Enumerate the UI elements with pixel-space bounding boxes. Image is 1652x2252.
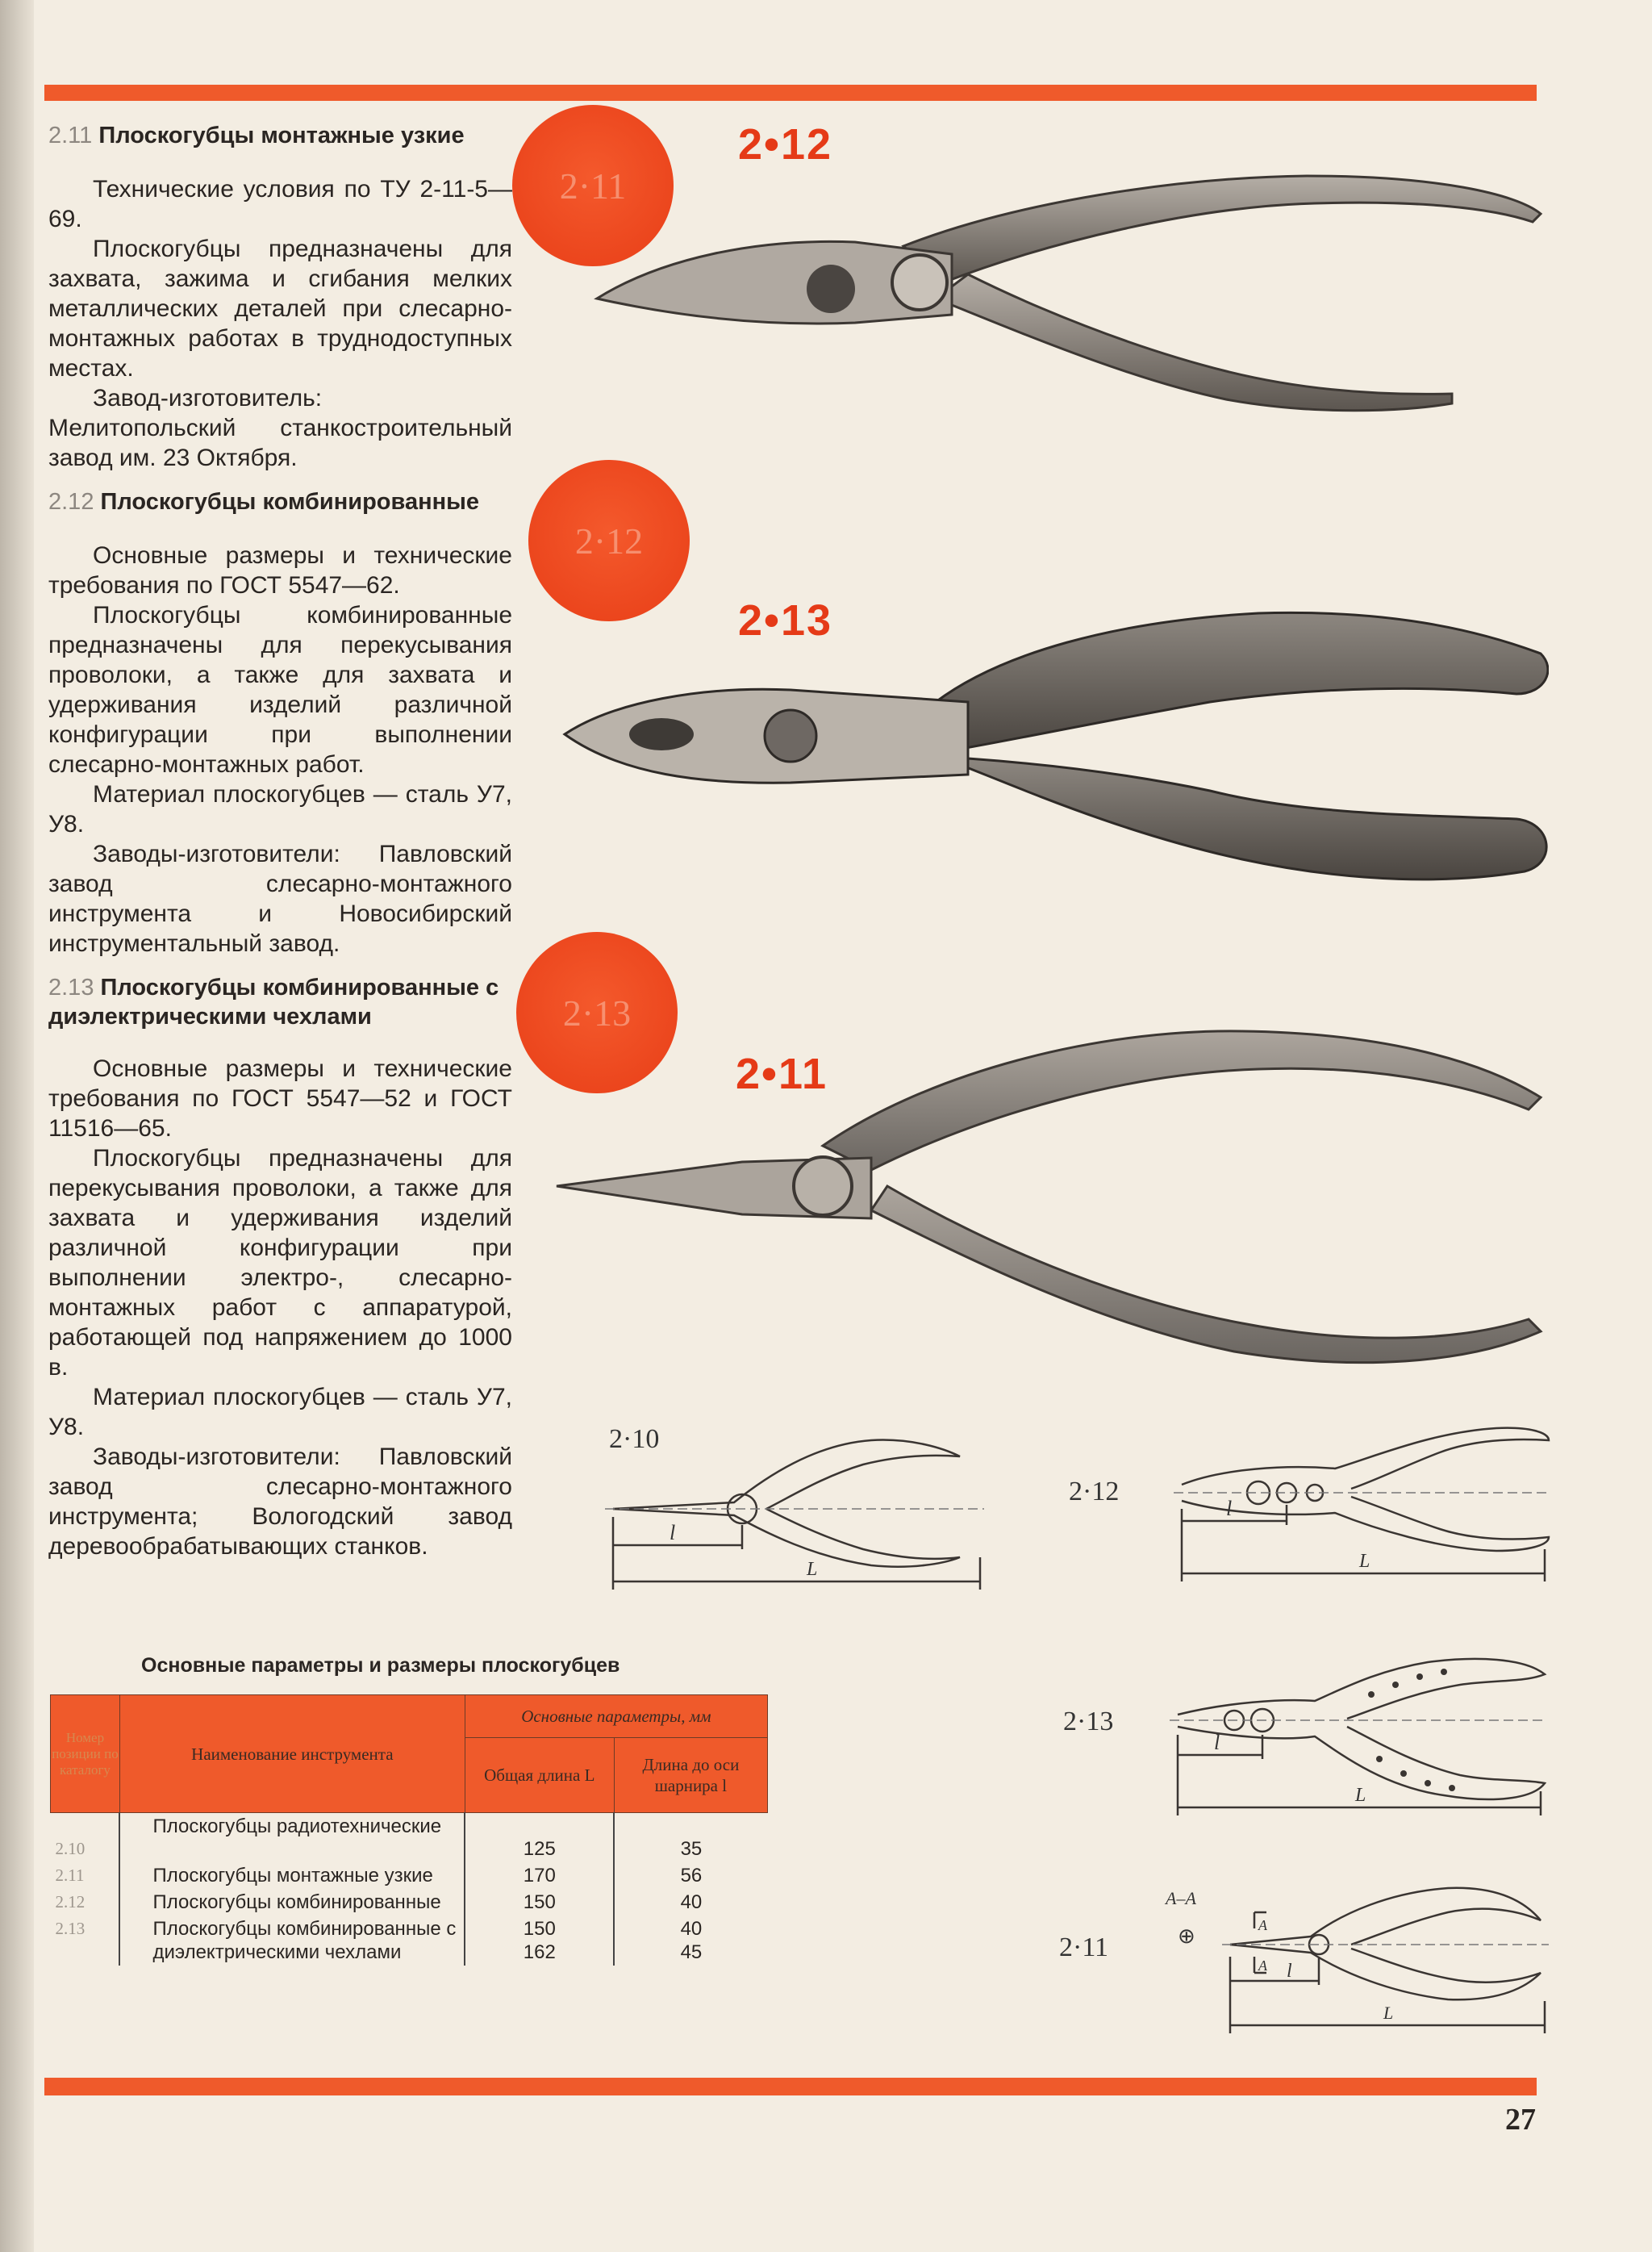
section-paragraph: Материал плоскогубцев — сталь У7, У8. [48, 1384, 512, 1440]
drawing-label-211: 2·11 [1059, 1932, 1109, 1962]
section-title: Плоскогубцы монтажные узкие [98, 123, 465, 148]
table-title: Основные параметры и размеры плоскогубцев [141, 1654, 620, 1677]
section-paragraph: Плоскогубцы комбинированные предназначены для перекусывания проволоки, а также для захвата и удерживания изделий различной конфигурации при выполнении слесарно-монтажных работ. [48, 602, 512, 778]
pliers-photo-213 [549, 597, 1549, 904]
section-heading-213 [48, 973, 512, 1031]
cell-L: 150 162 [465, 1916, 614, 1966]
badge-text: 2·11 [559, 165, 627, 207]
drawing-211 [1222, 1880, 1553, 2041]
page-number: 27 [1505, 2103, 1536, 2137]
dim-L: L [1355, 1785, 1366, 1806]
lower-handle [936, 274, 1452, 411]
section-title: Плоскогубцы комбинированные [100, 489, 480, 515]
section-mark: A–A [1166, 1888, 1196, 1908]
section-heading-211 [48, 121, 512, 150]
header-name: Наименование инструмента [119, 1695, 465, 1813]
section-paragraph: Завод-изготовитель: Мелитопольский станкостроительный завод им. 23 Октября. [48, 385, 512, 471]
section-letter-upper: A [1258, 1917, 1267, 1933]
outline-upper [613, 1440, 960, 1509]
drawing-label-212: 2·12 [1069, 1477, 1120, 1506]
table-body [51, 1813, 768, 1966]
bottom-rule [44, 2078, 1537, 2095]
table-row [51, 1862, 768, 1889]
dim-l: l [670, 1521, 676, 1544]
cell-num: 2.10 [55, 1839, 86, 1858]
lower-handle [871, 1186, 1541, 1363]
dimension-lines [613, 1517, 980, 1590]
dim-L: L [1359, 1551, 1370, 1572]
grip-dot [1416, 1673, 1423, 1680]
outline-lower [1182, 1497, 1549, 1551]
header-axis-length: Длина до оси шарнира l [614, 1738, 767, 1813]
pivot [892, 255, 947, 310]
table-row [51, 1916, 768, 1966]
section-title: Плоскогубцы комбинированные с диэлектрическими чехлами [48, 975, 499, 1030]
upper-handle [936, 612, 1548, 750]
grip-dot [1441, 1669, 1447, 1675]
section-letter-lower: A [1258, 1957, 1267, 1974]
parameters-table [50, 1694, 768, 1966]
cell-name: Плоскогубцы комбинированные с диэлектрическими чехлами [119, 1916, 465, 1966]
grip-dot [1400, 1770, 1407, 1777]
section-paragraph: Плоскогубцы предназначены для перекусывания проволоки, а также для захвата и удерживания изделий различной конфигурации при выполнении электро-, слесарно-монтажных работ с аппаратурой, работающей под напряжением до 1000 в. [48, 1145, 512, 1381]
lower-handle [944, 758, 1546, 879]
drawing-label-210: 2·10 [609, 1424, 660, 1454]
grip-dot [1449, 1785, 1455, 1791]
section-paragraph: Основные размеры и технические требования по ГОСТ 5547—62. [48, 542, 512, 599]
grip-dot [1376, 1756, 1383, 1762]
dim-L: L [1383, 2003, 1394, 2023]
binding-shadow [0, 0, 34, 2252]
cell-l: 56 [614, 1862, 767, 1889]
text-column [48, 121, 512, 1561]
header-group: Основные параметры, мм [465, 1695, 767, 1738]
header-number: Номер позиции по каталогу [51, 1695, 120, 1813]
photo-label-213: 2•13 [738, 596, 833, 645]
grip-dots [1368, 1669, 1455, 1791]
drawing-213 [1170, 1646, 1549, 1832]
cell-L: 125 [465, 1813, 614, 1863]
drawing-212 [1174, 1420, 1553, 1598]
upper-handle [823, 1031, 1541, 1170]
cell-L: 150 [465, 1889, 614, 1916]
drawing-210 [605, 1428, 992, 1606]
header-total-length: Общая длина L [465, 1738, 614, 1813]
cell-L: 170 [465, 1862, 614, 1889]
table-row [51, 1813, 768, 1863]
table-row [51, 1889, 768, 1916]
cell-name: Плоскогубцы комбинированные [119, 1889, 465, 1916]
outline-lower [1230, 1945, 1541, 1999]
pivot [794, 1157, 852, 1215]
grip-dot [1425, 1780, 1431, 1786]
section-paragraph: Основные размеры и технические требования по ГОСТ 5547—52 и ГОСТ 11516—65. [48, 1055, 512, 1142]
photo-label-211: 2•11 [736, 1050, 828, 1098]
section-number: 2.11 [48, 123, 93, 148]
outline-upper [1182, 1428, 1549, 1489]
dim-l: l [1214, 1731, 1220, 1754]
section-paragraph: Заводы-изготовители: Павловский завод слесарно-монтажного инструмента; Вологодский завод деревообрабатывающих станков. [48, 1444, 512, 1560]
cell-l: 40 [614, 1889, 767, 1916]
cell-name: Плоскогубцы радиотехнические [119, 1813, 465, 1863]
section-paragraph: Заводы-изготовители: Павловский завод слесарно-монтажного инструмента и Новосибирский инструментальный завод. [48, 841, 512, 957]
grip-dot [1368, 1691, 1375, 1698]
top-rule [44, 85, 1537, 101]
pivot [765, 710, 816, 762]
jaw-notch [629, 718, 694, 750]
section-symbol: ⊕ [1178, 1924, 1195, 1948]
cell-name: Плоскогубцы монтажные узкие [119, 1862, 465, 1889]
outline-upper [1230, 1888, 1541, 1945]
photo-label-212: 2•12 [738, 120, 833, 169]
section-paragraph: Плоскогубцы предназначены для захвата, зажима и сгибания мелких металлических деталей при слесарно-монтажных работах в труднодоступных местах. [48, 236, 512, 382]
cell-l: 35 [614, 1813, 767, 1863]
grip-dot [1392, 1682, 1399, 1688]
section-number: 2.12 [48, 489, 94, 515]
upper-handle [903, 176, 1541, 282]
dim-l: l [1226, 1497, 1233, 1520]
drawing-label-213: 2·13 [1063, 1707, 1114, 1736]
section-heading-212 [48, 487, 512, 516]
badge-text: 2·13 [562, 992, 632, 1034]
cell-num: 2.13 [55, 1919, 86, 1938]
hinge [807, 265, 855, 313]
pliers-photo-212 [565, 169, 1549, 436]
section-paragraph: Технические условия по ТУ 2-11-5—69. [48, 176, 512, 232]
dim-l: l [1287, 1961, 1292, 1982]
cell-num: 2.11 [55, 1866, 85, 1885]
dim-L: L [807, 1559, 818, 1580]
cell-l: 40 45 [614, 1916, 767, 1966]
table-header-row [51, 1695, 768, 1738]
cell-num: 2.12 [55, 1892, 86, 1911]
outline-lower [613, 1509, 960, 1567]
badge-text: 2·12 [574, 520, 644, 562]
pliers-photo-211 [549, 1025, 1549, 1396]
section-number: 2.13 [48, 975, 94, 1001]
section-paragraph: Материал плоскогубцев — сталь У7, У8. [48, 781, 512, 838]
